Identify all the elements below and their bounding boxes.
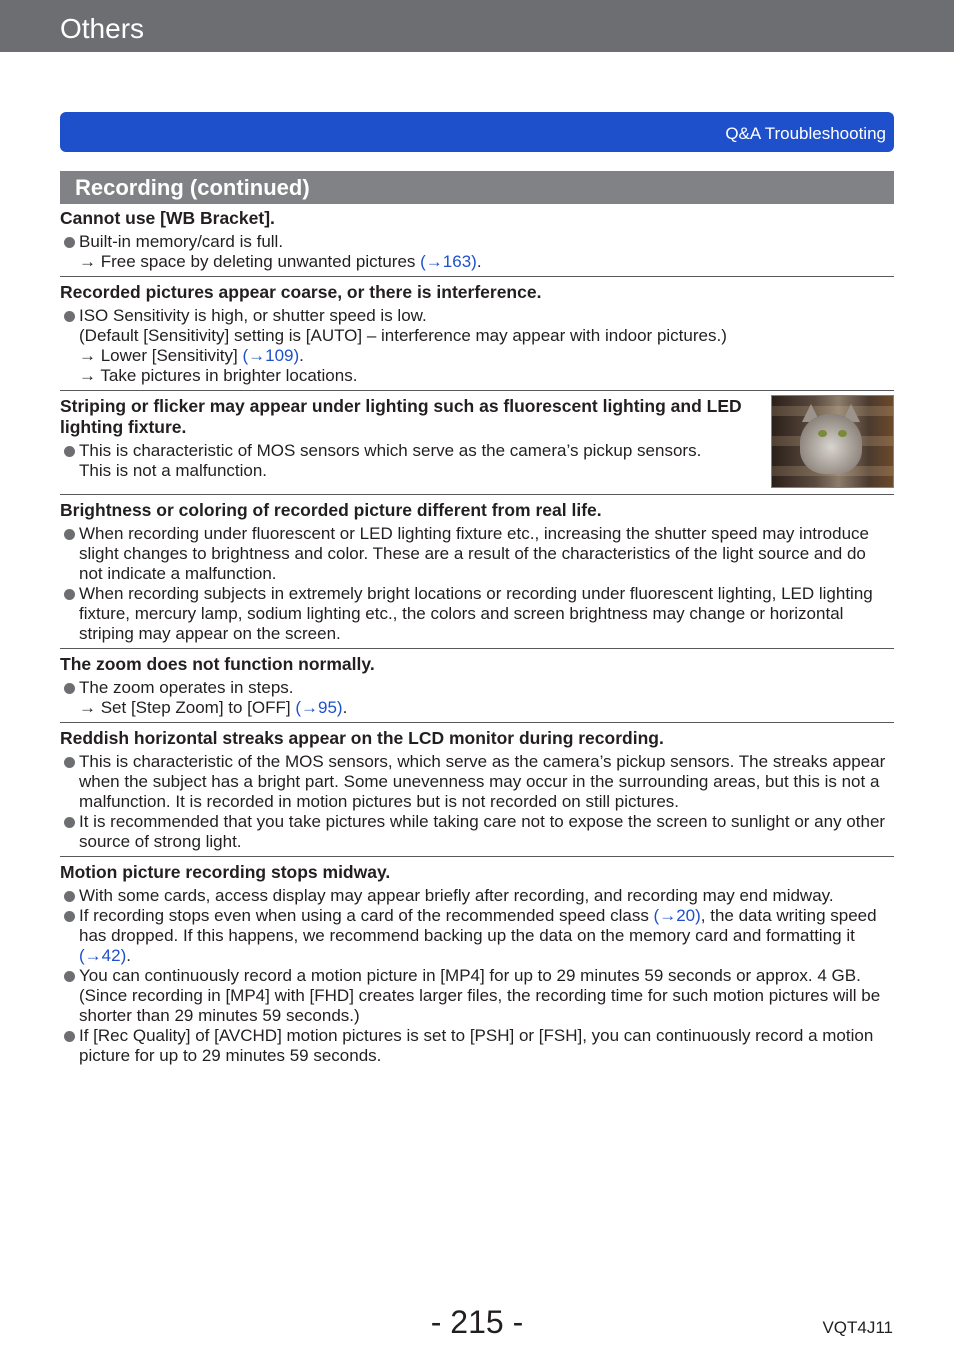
header-bar <box>0 0 954 52</box>
question-heading: Cannot use [WB Bracket]. <box>60 208 275 228</box>
answer-item <box>60 441 760 481</box>
answer-text: Built-in memory/card is full. <box>79 232 284 251</box>
answer-list <box>60 524 894 644</box>
qa-entry-striping-flicker <box>60 394 894 495</box>
answer-sub-text: → Free space by deleting unwanted pictures <box>79 252 421 271</box>
answer-sub <box>79 346 894 366</box>
section-title: Recording (continued) <box>75 175 310 200</box>
answer-list <box>60 886 894 1066</box>
section-bar <box>60 171 894 204</box>
answer-text: The zoom operates in steps. <box>79 678 294 697</box>
page-ref-link[interactable]: (→95) <box>295 698 343 717</box>
answer-item: You can continuously record a motion picture in [MP4] for up to 29 minutes 59 seconds or approx. 4 GB. (Since recording in [MP4] with [FHD] creates larger files, the recording time for such motion pictures will be shorter than 29 minutes 59 seconds.) <box>60 966 894 1026</box>
answer-text: If recording stops even when using a card of the recommended speed class <box>79 906 654 925</box>
document-code: VQT4J11 <box>822 1318 893 1337</box>
cat-photo <box>771 395 894 488</box>
page-ref-link[interactable]: (→109) <box>242 346 300 365</box>
answer-list <box>60 752 894 852</box>
answer-sub-end: . <box>342 698 348 717</box>
answer-list <box>60 306 894 386</box>
answer-item: When recording subjects in extremely bright locations or recording under fluorescent lighting, LED lighting fixture, mercury lamp, sodium lighting etc., the colors and screen brightness may change or horizontal striping may appear on the screen. <box>60 584 894 644</box>
qa-entry-recording-stops <box>60 860 894 1070</box>
qa-entry-coarse-pictures <box>60 280 894 391</box>
qa-entry-wb-bracket <box>60 206 894 277</box>
question-heading: The zoom does not function normally. <box>60 654 375 674</box>
question-heading: Recorded pictures appear coarse, or there is interference. <box>60 282 542 302</box>
qa-entry-brightness-coloring <box>60 498 894 649</box>
cat-eye <box>818 430 827 437</box>
page-ref-link[interactable]: (→20) <box>653 906 701 925</box>
answer-item: With some cards, access display may appear briefly after recording, and recording may end midway. <box>60 886 894 906</box>
answer-item <box>60 232 894 272</box>
cat-eye <box>838 430 847 437</box>
cat-face <box>800 414 862 474</box>
answer-item: When recording under fluorescent or LED lighting fixture etc., increasing the shutter speed may introduce slight changes to brightness and color. These are a result of the characteristics of the light source and do not indicate a malfunction. <box>60 524 894 584</box>
answer-text: . <box>126 946 131 965</box>
page-ref-link[interactable]: (→42) <box>79 946 127 965</box>
answer-sub-end: . <box>299 346 304 365</box>
question-heading: Reddish horizontal streaks appear on the LCD monitor during recording. <box>60 728 664 748</box>
answer-sub-end: . <box>476 252 482 271</box>
answer-sub: → Take pictures in brighter locations. <box>79 366 358 385</box>
chapter-title: Others <box>60 13 145 44</box>
answer-item <box>60 906 894 966</box>
qa-entry-reddish-streaks <box>60 726 894 857</box>
qa-content <box>60 206 894 1073</box>
question-heading: Motion picture recording stops midway. <box>60 862 391 882</box>
qa-entry-zoom <box>60 652 894 723</box>
answer-item: This is characteristic of the MOS sensors, which serve as the camera’s pickup sensors. The streaks appear when the subject has a bright part. Some unevenness may occur in the surrounding areas, but this is not a malfunction. It is recorded in motion pictures but is not recorded on still pictures. <box>60 752 894 812</box>
answer-sub <box>79 698 894 718</box>
answer-sub: This is not a malfunction. <box>79 461 268 480</box>
answer-sub: (Default [Sensitivity] setting is [AUTO] – interference may appear with indoor pictures.) <box>79 326 727 345</box>
answer-list <box>60 232 894 272</box>
page-number: - 215 - <box>430 1304 524 1340</box>
question-heading: Brightness or coloring of recorded picture different from real life. <box>60 500 602 520</box>
entry-text-column <box>60 394 760 488</box>
answer-list <box>60 678 894 718</box>
answer-item <box>60 306 894 386</box>
qa-band <box>60 112 894 152</box>
answer-sub-text: → Set [Step Zoom] to [OFF] <box>79 698 296 717</box>
answer-list <box>60 441 760 481</box>
answer-text: ISO Sensitivity is high, or shutter speed is low. <box>79 306 427 325</box>
page-ref-link[interactable]: (→163) <box>420 252 477 271</box>
answer-text: This is characteristic of MOS sensors which serve as the camera’s pickup sensors. <box>79 441 702 460</box>
answer-sub <box>79 252 894 272</box>
answer-text: , the data writing speed has dropped. If this happens, we recommend backing up the data on the memory card and formatting it <box>79 906 877 945</box>
entry-with-image <box>60 394 894 488</box>
answer-sub-text: → Lower [Sensitivity] <box>79 346 243 365</box>
question-heading: Striping or flicker may appear under lighting such as fluorescent lighting and LED lighting fixture. <box>60 396 742 437</box>
answer-item <box>60 678 894 718</box>
answer-item: It is recommended that you take pictures while taking care not to expose the screen to sunlight or any other source of strong light. <box>60 812 894 852</box>
answer-item: If [Rec Quality] of [AVCHD] motion pictures is set to [PSH] or [FSH], you can continuously record a motion picture for up to 29 minutes 59 seconds. <box>60 1026 894 1066</box>
qa-troubleshooting-label: Q&A Troubleshooting <box>725 124 886 143</box>
